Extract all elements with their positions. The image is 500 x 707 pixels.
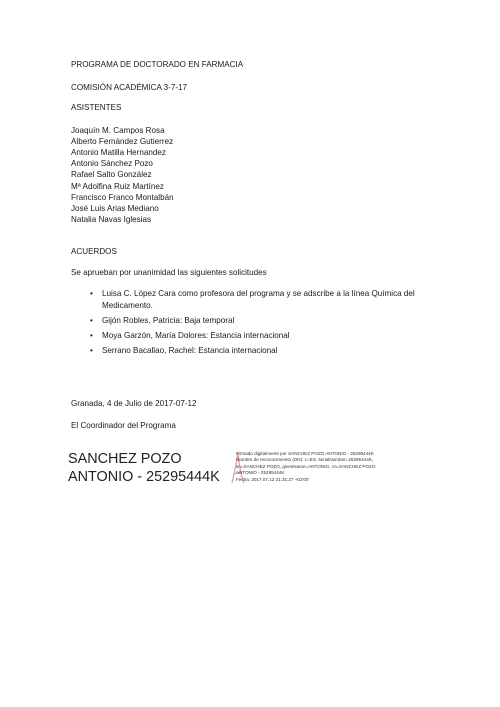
- attendee-item: Natalia Navas Iglesias: [71, 215, 152, 224]
- program-title: PROGRAMA DE DOCTORADO EN FARMACIA: [71, 60, 244, 69]
- agreements-heading: ACUERDOS: [71, 247, 117, 256]
- attendee-item: Joaquín M. Campos Rosa: [71, 126, 165, 135]
- attendee-item: Antonio Sánchez Pozo: [71, 159, 153, 168]
- signature-name: SANCHEZ POZO ANTONIO - 25295444K: [68, 451, 220, 485]
- agreement-text-continued: Medicamento.: [102, 301, 153, 310]
- attendee-item: Mª Adolfina Ruiz Martínez: [71, 182, 164, 191]
- signature-detail-line: Nombre de reconocimiento (DN): c=ES, serialNumber=25295444K,: [236, 457, 374, 463]
- commission-heading: COMISIÓN ACADÉMICA 3-7-17: [71, 83, 188, 92]
- bullet-icon: •: [90, 346, 93, 355]
- agreement-item: [86, 288, 446, 312]
- signature-detail-line: Fecha: 2017.07.12 21:31:27 +02'00': [236, 476, 310, 482]
- attendee-item: José Luis Arias Mediano: [71, 204, 159, 213]
- bullet-icon: •: [90, 331, 93, 340]
- attendee-item: Rafael Salto González: [71, 170, 152, 179]
- agreement-item: [86, 330, 446, 342]
- signature-detail-line: sn=SANCHEZ POZO, givenName=ANTONIO, cn=SANCHEZ POZO: [236, 463, 376, 469]
- bullet-icon: •: [90, 289, 93, 298]
- attendee-item: Alberto Fernández Gutierrez: [71, 137, 174, 146]
- signature-detail-line: Firmado digitalmente por SANCHEZ POZO ANTONIO - 25295444K: [236, 451, 374, 456]
- agreement-text: Moya Garzón, María Dolores: Estancia internacional: [102, 331, 290, 340]
- bullet-icon: •: [90, 316, 93, 325]
- place-date: Granada, 4 de Julio de 2017-07-12: [71, 399, 197, 408]
- agreements-list: [86, 288, 446, 360]
- agreement-item: [86, 345, 446, 357]
- signature-detail-line: ANTONIO - 25295444K: [236, 470, 285, 476]
- agreement-text: Gijón Robles, Patricia: Baja temporal: [102, 316, 235, 325]
- attendees-heading: ASISTENTES: [71, 103, 122, 112]
- coordinator-label: El Coordinador del Programa: [71, 421, 176, 430]
- agreement-item: [86, 315, 446, 327]
- agreement-text: Luisa C. López Cara como profesora del programa y se adscribe a la línea Química del: [102, 289, 415, 298]
- attendee-item: Antonio Matilla Hernandez: [71, 148, 166, 157]
- agreement-text: Serrano Bacallao, Rachel: Estancia internacional: [102, 346, 278, 355]
- digital-signature-details: [236, 451, 396, 483]
- attendee-item: Francisco Franco Montalbán: [71, 193, 174, 202]
- agreements-intro: Se aprueban por unanimidad las siguientes solicitudes: [71, 268, 267, 277]
